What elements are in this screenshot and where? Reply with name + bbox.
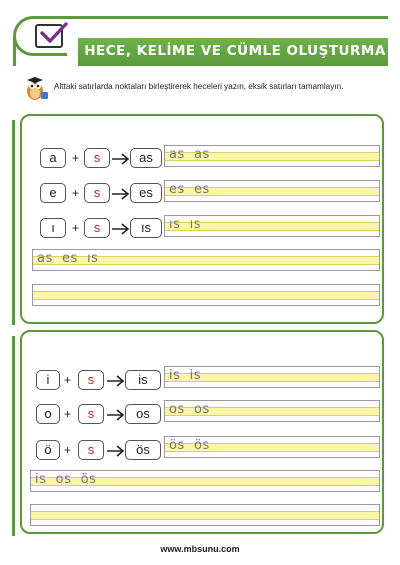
trace-text: es es xyxy=(169,182,210,197)
arrow-right-icon xyxy=(111,152,131,166)
arrow-right-icon xyxy=(111,222,131,236)
syllable-box: es xyxy=(130,183,162,203)
owl-teacher-icon xyxy=(22,74,50,102)
syllable-row xyxy=(22,404,386,426)
syllable-box: ös xyxy=(125,440,161,460)
plus-sign: + xyxy=(72,186,80,200)
worksheet-title: HECE, KELİME VE CÜMLE OLUŞTURMA xyxy=(84,43,386,59)
tracing-line[interactable] xyxy=(164,400,380,422)
vowel-box: ö xyxy=(36,440,60,460)
arrow-right-icon xyxy=(106,408,126,422)
consonant-box: s xyxy=(78,404,104,424)
trace-text: as as xyxy=(169,147,210,162)
vowel-box: e xyxy=(40,183,66,203)
syllable-row xyxy=(22,218,386,240)
vowel-box: ı xyxy=(40,218,66,238)
trace-text: is os ös xyxy=(35,472,97,487)
syllable-box: ıs xyxy=(130,218,162,238)
arrow-right-icon xyxy=(106,374,126,388)
tracing-line[interactable] xyxy=(164,215,380,237)
trace-text: is is xyxy=(169,368,202,383)
plus-sign: + xyxy=(64,407,72,421)
section-2-panel xyxy=(20,330,384,534)
trace-text: ös ös xyxy=(169,438,210,453)
summary-tracing-line[interactable] xyxy=(32,249,380,271)
consonant-box: s xyxy=(84,183,110,203)
tracing-line[interactable] xyxy=(164,436,380,458)
blank-writing-line[interactable] xyxy=(32,284,380,306)
tracing-line[interactable] xyxy=(164,145,380,167)
header-side-line xyxy=(13,36,16,66)
tracing-line[interactable] xyxy=(164,366,380,388)
syllable-box: is xyxy=(125,370,161,390)
plus-sign: + xyxy=(72,151,80,165)
consonant-box: s xyxy=(78,440,104,460)
vowel-box: a xyxy=(40,148,66,168)
blank-writing-line[interactable] xyxy=(30,504,380,526)
syllable-row xyxy=(22,370,386,392)
vowel-box: o xyxy=(36,404,60,424)
syllable-row xyxy=(22,183,386,205)
syllable-box: os xyxy=(125,404,161,424)
plus-sign: + xyxy=(64,373,72,387)
summary-tracing-line[interactable] xyxy=(30,470,380,492)
tracing-line[interactable] xyxy=(164,180,380,202)
worksheet-header xyxy=(0,0,400,70)
trace-text: ıs ıs xyxy=(169,217,202,232)
instruction-row xyxy=(22,74,392,102)
trace-text: os os xyxy=(169,402,210,417)
trace-text: as es ıs xyxy=(37,251,99,266)
vowel-box: i xyxy=(36,370,60,390)
section-1-panel xyxy=(20,114,384,324)
section-2-side-tab xyxy=(12,336,15,536)
consonant-box: s xyxy=(78,370,104,390)
syllable-row xyxy=(22,148,386,170)
plus-sign: + xyxy=(72,221,80,235)
syllable-row xyxy=(22,440,386,462)
header-top-line xyxy=(38,16,388,19)
arrow-right-icon xyxy=(111,187,131,201)
instruction-text: Alttaki satırlarda noktaları birleştirerek heceleri yazın, eksik satırları tamamlayın. xyxy=(54,82,344,91)
syllable-box: as xyxy=(130,148,162,168)
arrow-right-icon xyxy=(106,444,126,458)
footer-website: www.mbsunu.com xyxy=(160,544,240,554)
consonant-box: s xyxy=(84,148,110,168)
consonant-box: s xyxy=(84,218,110,238)
plus-sign: + xyxy=(64,443,72,457)
section-1-side-tab xyxy=(12,120,15,325)
checkbox-check-icon xyxy=(38,22,68,48)
